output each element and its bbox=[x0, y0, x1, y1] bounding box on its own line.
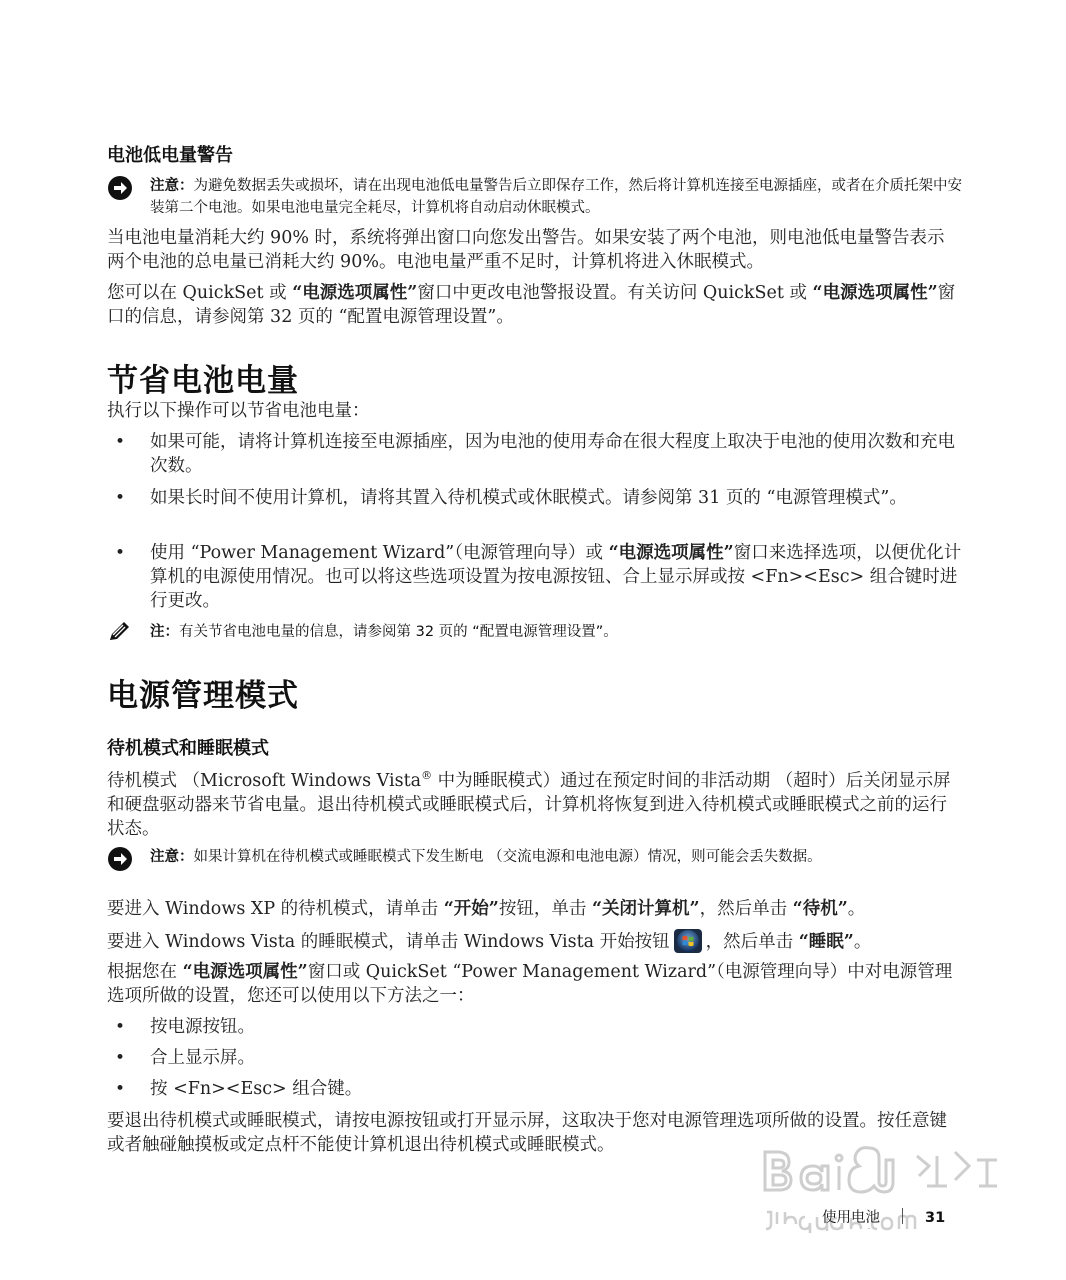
paragraph-xp-standby: 要进入 Windows XP 的待机模式，请单击 “开始”按钮，单击 “关闭计算机”，然后单击 “待机”。 bbox=[107, 899, 866, 919]
footer-chapter-title: 使用电池 bbox=[822, 1210, 880, 1226]
notice-label: 注意： bbox=[150, 178, 194, 194]
paragraph-quickset-settings: 您可以在 QuickSet 或 “电源选项属性”窗口中更改电池警报设置。有关访问 QuickSet 或 “电源选项属性”窗口的信息，请参阅第 32 页的 “配置电源管理设置”。 bbox=[107, 283, 956, 327]
bullet-mark: • bbox=[115, 1017, 126, 1037]
footer-separator bbox=[902, 1208, 903, 1224]
bullet-mark: • bbox=[115, 488, 126, 508]
notice-text: 为避免数据丢失或损坏，请在出现电池低电量警告后立即保存工作，然后将计算机连接至电源插座，或者在介质托架中安装第二个电池。如果电池电量完全耗尽，计算机将自动启动休眠模式。 bbox=[150, 178, 962, 216]
bullet-mark: • bbox=[115, 543, 126, 563]
list-item-text: 按 <Fn><Esc> 组合键。 bbox=[150, 1079, 363, 1099]
list-item-text: 使用 “Power Management Wizard”（电源管理向导）或 “电源选项属性”窗口来选择选项，以便优化计算机的电源使用情况。也可以将这些选项设置为按电源按钮、合上显示屏或按 <Fn><Esc> 组合键时进行更改。 bbox=[150, 543, 962, 611]
note-pencil-icon bbox=[107, 620, 133, 646]
windows-vista-start-icon bbox=[673, 928, 703, 954]
bullet-mark: • bbox=[115, 1079, 126, 1099]
notice-label: 注意： bbox=[150, 849, 194, 865]
paragraph-standby-description: 待机模式 （Microsoft Windows Vista® 中为睡眠模式）通过在预定时间的非活动期 （超时）后关闭显示屏和硬盘驱动器来节省电量。退出待机模式或睡眠模式后，计算机将恢复到进入待机模式或睡眠模式之前的运行状态。 bbox=[107, 769, 951, 839]
list-item-text: 按电源按钮。 bbox=[150, 1017, 255, 1037]
bullet-mark: • bbox=[115, 432, 126, 452]
list-item-text: 合上显示屏。 bbox=[150, 1048, 255, 1068]
bullet-mark: • bbox=[115, 1048, 126, 1068]
paragraph-exit-standby: 要退出待机模式或睡眠模式，请按电源按钮或打开显示屏，这取决于您对电源管理选项所做的设置。按任意键或者触碰触摸板或定点杆不能使计算机退出待机模式或睡眠模式。 bbox=[107, 1111, 947, 1155]
list-item-text: 如果可能，请将计算机连接至电源插座，因为电池的使用寿命在很大程度上取决于电池的使用次数和充电次数。 bbox=[150, 432, 955, 476]
section-heading-power-modes: 电源管理模式 bbox=[107, 678, 299, 714]
subheading-standby-sleep: 待机模式和睡眠模式 bbox=[107, 738, 269, 759]
notice-arrow-icon bbox=[107, 175, 133, 201]
list-item-text: 如果长时间不使用计算机，请将其置入待机模式或休眠模式。请参阅第 31 页的 “电源管理模式”。 bbox=[150, 488, 907, 508]
section-heading-conserve-battery: 节省电池电量 bbox=[107, 363, 299, 399]
paragraph-vista-sleep: 要进入 Windows Vista 的睡眠模式，请单击 Windows Vista 开始按钮 ，然后单击 “睡眠”。 bbox=[107, 928, 962, 954]
notice-arrow-icon bbox=[107, 846, 133, 872]
page-number: 31 bbox=[925, 1210, 946, 1226]
paragraph-warning-threshold: 当电池电量消耗大约 90% 时，系统将弹出窗口向您发出警告。如果安装了两个电池，则电池低电量警告表示两个电池的总电量已消耗大约 90%。电池电量严重不足时，计算机将进入休眠模式。 bbox=[107, 228, 945, 272]
paragraph-power-methods: 根据您在 “电源选项属性”窗口或 QuickSet “Power Management Wizard”（电源管理向导）中对电源管理选项所做的设置，您还可以使用以下方法之一： bbox=[107, 962, 953, 1006]
paragraph-conserve-intro: 执行以下操作可以节省电池电量： bbox=[107, 401, 370, 421]
note-label: 注： bbox=[150, 624, 179, 640]
section-heading-low-battery: 电池低电量警告 bbox=[107, 145, 233, 166]
notice-text: 如果计算机在待机模式或睡眠模式下发生断电 （交流电源和电池电源）情况，则可能会丢失数据。 bbox=[193, 849, 822, 865]
note-text: 有关节省电池电量的信息，请参阅第 32 页的 “配置电源管理设置”。 bbox=[179, 624, 618, 640]
page-footer bbox=[822, 1206, 945, 1228]
